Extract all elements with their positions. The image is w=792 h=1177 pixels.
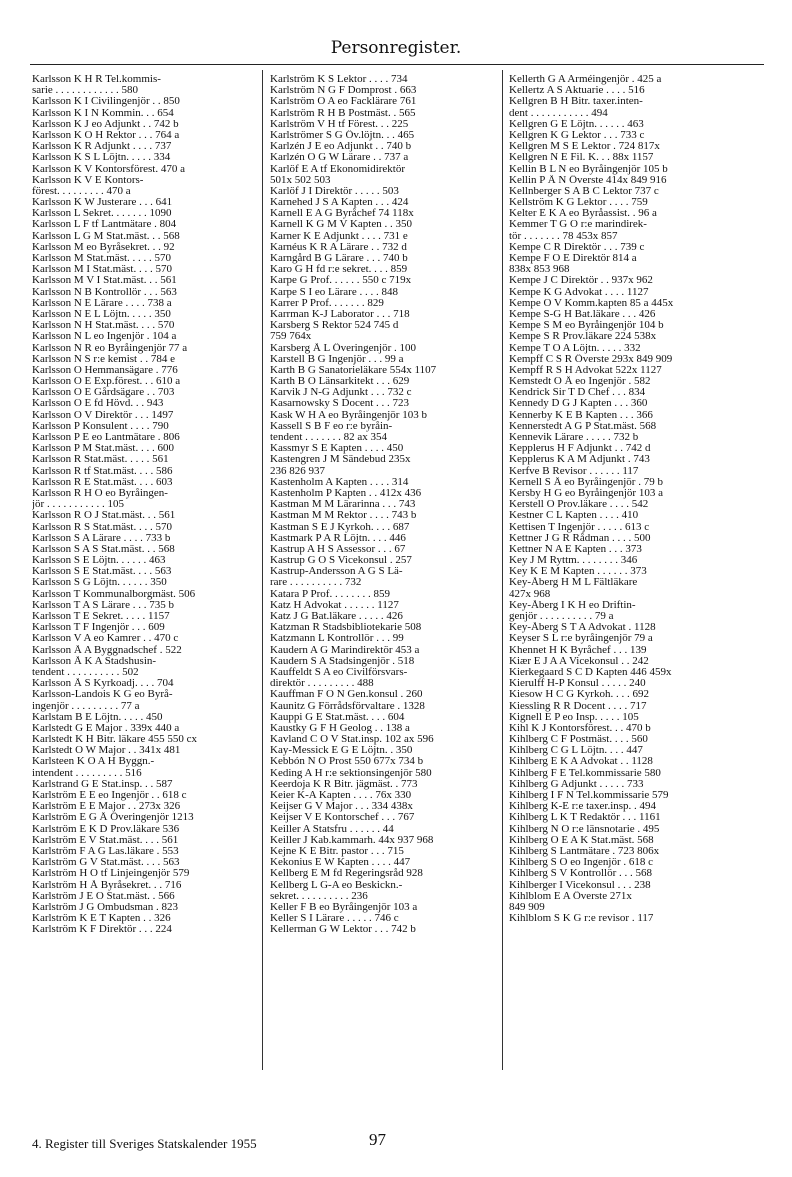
register-entry-line: Karlström H Å Byråsekret. . . 716 xyxy=(32,879,182,891)
register-entry-line: Karlsson K V Kontorsförest. 470 a xyxy=(32,163,185,175)
register-entry-line: Kellberg L G-A eo Beskickn.- xyxy=(270,879,403,891)
register-entry-line: Karlström K F Direktör . . . 224 xyxy=(32,924,172,936)
register-entry-line: Kepplerus H F Adjunkt . . 742 d xyxy=(509,443,651,455)
register-entry-line: Karlström G V Stat.mäst. . . . 563 xyxy=(32,857,180,869)
register-entry-line: Karsberg S Rektor 524 745 d xyxy=(270,320,399,332)
register-entry-line: Kelter E K A eo Byråassist. . 96 a xyxy=(509,208,657,220)
register-entry-line: Karlsson R S Stat.mäst. . . . 570 xyxy=(32,521,172,533)
register-entry-line: Khennet H K Byråchef . . . 139 xyxy=(509,644,647,656)
register-entry-line: Karlsson K J eo Adjunkt . . 742 b xyxy=(32,118,179,130)
register-entry-line: Keller F B eo Byråingenjör 103 a xyxy=(270,901,418,913)
register-entry-line: Karnell K G M V Kapten . . 350 xyxy=(270,219,412,231)
register-entry-line: Kiær E J A A Vicekonsul . . 242 xyxy=(509,655,649,667)
register-entry-line: Kiessling R R Docent . . . . 717 xyxy=(509,700,647,712)
register-entry-line: Karlsson T F Ingenjör . . . 609 xyxy=(32,622,165,634)
register-entry-line: Karlstrand G E Stat.insp. . . 587 xyxy=(32,778,173,790)
register-entry-line: Katz J G Bat.läkare . . . . . 426 xyxy=(270,611,403,622)
register-entry-line: intendent . . . . . . . . . 516 xyxy=(32,767,142,779)
register-entry-line: tör . . . . . . . 78 453x 857 xyxy=(509,230,618,242)
register-entry-line: Kempff C S R Överste 293x 849 909 xyxy=(509,353,673,365)
register-column-2 xyxy=(270,74,496,1074)
register-entry-line: Kempe F O E Direktör 814 a xyxy=(509,253,637,264)
register-entry-line: Karlsson S G Löjtn. . . . . . 350 xyxy=(32,577,167,589)
register-entry-line: Karlström V H tf Förest. . . 225 xyxy=(270,118,409,130)
register-entry-line: Kempe S R Prov.läkare 224 538x xyxy=(509,331,657,343)
register-entry-line: Karlsson K R Adjunkt . . . . 737 xyxy=(32,141,172,153)
register-entry-line: Kellgren N E Fil. K. . . 88x 1157 xyxy=(509,152,654,164)
register-entry-line: Karlsson R H O eo Byråingen- xyxy=(32,487,168,499)
register-entry-line: Keerdoja K R Bitr. jägmäst. . 773 xyxy=(270,778,418,790)
register-entry-line: Karlström K E T Kapten . . 326 xyxy=(32,913,171,925)
register-entry-line: Kastman M M Lärarinna . . . 743 xyxy=(270,499,416,511)
register-entry-line: sekret. . . . . . . . . . 236 xyxy=(270,890,368,902)
register-entry-line: Kihlberg K-E r:e taxer.insp. . 494 xyxy=(509,801,657,813)
register-entry-line: Keller S I Lärare . . . . . 746 c xyxy=(270,913,399,925)
register-entry-line: Key-Åberg H M L Fältläkare xyxy=(509,577,638,589)
register-entry-line: Kastmark P A R Löjtn. . . . 446 xyxy=(270,532,406,544)
register-entry-line: 759 764x xyxy=(270,331,312,343)
register-entry-line: Karlström E E eo Ingenjör . . 618 c xyxy=(32,790,187,801)
register-entry-line: Karlsson T A S Lärare . . . 735 b xyxy=(32,599,174,611)
register-entry-line: genjör . . . . . . . . . . 79 a xyxy=(509,611,614,622)
register-entry-line: Kempff R S H Advokat 522x 1127 xyxy=(509,364,662,376)
register-entry-line: Karlsson Å K A Stadshusin- xyxy=(32,655,157,667)
register-entry-line: Kaunitz G Förrådsförvaltare . 1328 xyxy=(270,700,425,712)
register-entry-line: Karlsson K W Justerare . . . 641 xyxy=(32,197,173,209)
register-entry-line: Karlsson-Landois K G eo Byrå- xyxy=(32,689,173,701)
register-entry-line: Karnéus K R A Lärare . . 732 d xyxy=(270,241,407,253)
register-entry-line: Kihlberg S Lantmätare . 723 806x xyxy=(509,845,660,857)
register-entry-line: Karlström N G F Domprost . 663 xyxy=(270,85,417,97)
register-entry-line: Karlöf E A tf Ekonomidirektör xyxy=(270,163,406,175)
register-entry-line: Karlstedt O W Major . . 341x 481 xyxy=(32,745,181,757)
register-entry-line: Katz H Advokat . . . . . . 1127 xyxy=(270,599,399,611)
register-entry-line: Kettisen T Ingenjör . . . . . 613 c xyxy=(509,521,650,533)
register-entry-line: Kihlberg C G L Löjtn. . . . 447 xyxy=(509,745,643,757)
register-entry-line: Kellström K G Lektor . . . . 759 xyxy=(509,197,648,209)
register-entry-line: Karlsson N L eo Ingenjör . 104 a xyxy=(32,331,177,343)
register-entry-line: Kauppi G E Stat.mäst. . . . 604 xyxy=(270,711,405,723)
register-entry-line: Karlsson M Stat.mäst. . . . . 570 xyxy=(32,253,172,264)
register-entry-line: Keijser V E Kontorschef . . . 767 xyxy=(270,812,415,824)
register-entry-line: Karlsson O V Direktör . . . 1497 xyxy=(32,409,174,421)
register-entry-line: Karlsson N E L Löjtn. . . . . 350 xyxy=(32,308,171,320)
register-entry-line: Karlsson L F tf Lantmätare . 804 xyxy=(32,219,177,231)
register-entry-line: Karlsson N S r:e kemist . . 784 e xyxy=(32,353,175,365)
register-entry-line: Keier K-A Kapten . . . . 76x 330 xyxy=(270,790,412,801)
register-entry-line: Key J M Ryttm. . . . . . . . 346 xyxy=(509,555,638,567)
register-entry-line: Kempe S-G H Bat.läkare . . . 426 xyxy=(509,308,656,320)
header-rule xyxy=(30,64,764,65)
register-entry-line: Karlsson N E Lärare . . . . 738 a xyxy=(32,297,172,309)
register-entry-line: Kastrup G O S Vicekonsul . 257 xyxy=(270,555,412,567)
register-entry-line: Kihlberg S V Kontrollör . . . 568 xyxy=(509,868,653,880)
register-entry-line: Karlsson K I Civilingenjör . . 850 xyxy=(32,96,180,108)
register-entry-line: Kihlberg N O r:e länsnotarie . 495 xyxy=(509,823,660,835)
register-entry-line: Kennerstedt A G P Stat.mäst. 568 xyxy=(509,420,657,432)
register-entry-line: Kempe O V Komm.kapten 85 a 445x xyxy=(509,297,674,309)
register-entry-line: Kihlberg G Adjunkt . . . . . 733 xyxy=(509,778,644,790)
register-entry-line: Karlsson R O J Stat.mäst. . . 561 xyxy=(32,510,176,522)
register-entry-line: Karlsson K I N Kommin. . . 654 xyxy=(32,107,174,119)
register-entry-line: Kihlblom E A Överste 271x xyxy=(509,890,632,902)
register-entry-line: Karlströmer S G Öv.löjtn. . . 465 xyxy=(270,129,415,141)
register-entry-line: Keding A H r:e sektionsingenjör 580 xyxy=(270,767,432,779)
register-entry-line: Karsberg Å L Överingenjör . 100 xyxy=(270,342,417,354)
register-entry-line: Karlsson N B Kontrollör . . . 563 xyxy=(32,286,177,298)
register-entry-line: Kiesow H C G Kyrkoh. . . . 692 xyxy=(509,689,649,701)
register-entry-line: Karlsson S E Stat.mäst. . . . 563 xyxy=(32,566,172,578)
register-entry-line: Kellerth G A Arméingenjör . 425 a xyxy=(509,74,662,85)
register-entry-line: Karlsson S A Lärare . . . . 733 b xyxy=(32,532,171,544)
register-entry-line: Kellgren B H Bitr. taxer.inten- xyxy=(509,96,643,108)
register-entry-line: Kignell E P eo Insp. . . . . 105 xyxy=(509,711,639,723)
register-entry-line: Kernell S Å eo Byråingenjör . 79 b xyxy=(509,476,663,488)
register-entry-line: 427x 968 xyxy=(509,588,551,600)
register-entry-line: Karlsson R tf Stat.mäst. . . . 586 xyxy=(32,465,173,477)
register-entry-line: Kauffman F O N Gen.konsul . 260 xyxy=(270,689,423,701)
register-entry-line: Kihl K J Kontorsförest. . . 470 b xyxy=(509,722,651,734)
page-title: Personregister. xyxy=(330,38,462,58)
register-entry-line: Kihlberg S O eo Ingenjör . 618 c xyxy=(509,857,653,869)
register-column-3 xyxy=(509,74,735,1074)
register-entry-line: Kask W H A eo Byråingenjör 103 b xyxy=(270,409,427,421)
register-entry-line: Karpe S I eo Lärare . . . . 848 xyxy=(270,286,398,298)
register-entry-line: Keiller A Statsfru . . . . . . 44 xyxy=(270,823,394,835)
register-entry-line: Karlstedt G E Major . 339x 440 a xyxy=(32,722,180,734)
register-entry-line: Karlsson P M Stat.mäst. . . . 600 xyxy=(32,443,174,455)
register-entry-line: Kekonius E W Kapten . . . . 447 xyxy=(270,857,411,869)
register-entry-line: Karvik J N-G Adjunkt . . . 732 c xyxy=(270,387,412,399)
register-entry-line: Kebbón N O Prost 550 677x 734 b xyxy=(270,756,424,768)
register-entry-line: Kellnberger S A B C Lektor 737 c xyxy=(509,185,659,197)
register-entry-line: Kerfve B Revisor . . . . . . 117 xyxy=(509,465,639,477)
register-entry-line: Kellgren M S E Lektor . 724 817x xyxy=(509,141,660,153)
register-entry-line: Karngård B G Lärare . . . 740 b xyxy=(270,253,408,264)
register-entry-line: förest. . . . . . . . . 470 a xyxy=(32,185,131,197)
register-entry-line: Karnehed J S A Kapten . . . 424 xyxy=(270,197,409,209)
register-entry-line: Karth B O Länsarkitekt . . . 629 xyxy=(270,376,410,388)
register-entry-line: Karlsson L Sekret. . . . . . . 1090 xyxy=(32,208,172,220)
register-entry-line: Karlzén O G W Lärare . . 737 a xyxy=(270,152,409,164)
register-entry-line: Kastman M M Rektor . . . . 743 b xyxy=(270,510,417,522)
register-entry-line: Keijser G V Major . . . 334 438x xyxy=(270,801,413,813)
register-entry-line: Kihlberg E K A Advokat . . 1128 xyxy=(509,756,653,768)
register-entry-line: Keiller J Kab.kammarh. 44x 937 968 xyxy=(270,834,434,846)
register-entry-line: Kihlberg C F Postmäst. . . . 560 xyxy=(509,734,648,746)
register-entry-line: Karlsson N H Stat.mäst. . . . 570 xyxy=(32,320,175,332)
register-entry-line: dent . . . . . . . . . . . 494 xyxy=(509,107,608,119)
register-entry-line: Kierkegaard S C D Kapten 446 459x xyxy=(509,666,672,678)
register-entry-line: Karlström R H B Postmäst. . 565 xyxy=(270,107,416,119)
register-entry-line: Key K E M Kapten . . . . . . 373 xyxy=(509,566,647,578)
register-entry-line: Karlsson T E Sekret. . . . . 1157 xyxy=(32,611,170,622)
register-entry-line: Karlström F A G Las.läkare . 553 xyxy=(32,845,179,857)
register-entry-line: Karlsson O E fd Hövd. . . 943 xyxy=(32,398,164,410)
register-entry-line: Karlsson K O H Rektor . . . 764 a xyxy=(32,129,180,141)
register-entry-line: Karlsson R E Stat.mäst. . . . 603 xyxy=(32,476,173,488)
register-entry-line: Karrer P Prof. . . . . . . 829 xyxy=(270,297,384,309)
register-entry-line: Karlsson S A S Stat.mäst. . . 568 xyxy=(32,543,175,555)
register-entry-line: Kerstell O Prov.läkare . . . . 542 xyxy=(509,499,649,511)
register-entry-line: Karlsson N R eo Byråingenjör 77 a xyxy=(32,342,188,354)
register-entry-line: Kettner J G R Rådman . . . . 500 xyxy=(509,532,651,544)
register-entry-line: Kastengren J M Sändebud 235x xyxy=(270,454,411,466)
register-entry-line: Karlsson O E Gårdsägare . . 703 xyxy=(32,387,175,399)
register-entry-line: jör . . . . . . . . . . . 105 xyxy=(32,499,124,511)
register-entry-line: Karlsson V A eo Kamrer . . 470 c xyxy=(32,633,179,645)
register-entry-line: Karlström K S Lektor . . . . 734 xyxy=(270,74,408,85)
register-entry-line: Karlsson M eo Byråsekret. . . 92 xyxy=(32,241,175,253)
register-entry-line: tendent . . . . . . . . . . 502 xyxy=(32,666,139,678)
register-entry-line: Kaudern A G Marindirektör 453 a xyxy=(270,644,420,656)
register-entry-line: Kassmyr S E Kapten . . . . 450 xyxy=(270,443,404,455)
register-entry-line: Kempe S M eo Byråingenjör 104 b xyxy=(509,320,664,332)
register-entry-line: Kempe T O A Löjtn. . . . . 332 xyxy=(509,342,641,354)
register-entry-line: Karlsson M I Stat.mäst. . . . 570 xyxy=(32,264,172,276)
register-entry-line: Karlsson Å S Kyrkoadj. . . . 704 xyxy=(32,678,174,690)
register-entry-line: Kempe C R Direktör . . . 739 c xyxy=(509,241,645,253)
register-entry-line: Kaudern S A Stadsingenjör . 518 xyxy=(270,655,415,667)
register-entry-line: Kauffeldt S A eo Civilförsvars- xyxy=(270,666,408,678)
register-entry-line: Karlsson K H R Tel.kommis- xyxy=(32,74,161,85)
register-entry-line: tendent . . . . . . . 82 ax 354 xyxy=(270,432,388,443)
register-entry-line: Katara P Prof. . . . . . . . 859 xyxy=(270,588,390,600)
register-entry-line: Key-Åberg I K H eo Driftin- xyxy=(509,599,636,611)
register-entry-line: Kastman S E J Kyrkoh. . . . 687 xyxy=(270,521,410,533)
register-entry-line: Karlstedt K H Bitr. läkare 455 550 cx xyxy=(32,734,197,746)
register-entry-line: Karlström J E O Stat.mäst. . 566 xyxy=(32,890,175,902)
register-entry-line: Kihlberg I F N Tel.kommissarie 579 xyxy=(509,790,669,801)
register-entry-line: Kassell S B F eo r:e byråin- xyxy=(270,420,393,432)
register-entry-line: Kennerby K E B Kapten . . . 366 xyxy=(509,409,653,421)
register-entry-line: Karlsson O E Exp.förest. . . 610 a xyxy=(32,376,181,388)
register-entry-line: Kastrup-Andersson A G S Lä- xyxy=(270,566,403,578)
register-column-1 xyxy=(32,74,256,1074)
column-divider xyxy=(262,70,263,1070)
register-entry-line: Kemmer T G O r:e marindirek- xyxy=(509,219,647,231)
register-entry-line: Karpe G Prof. . . . . . 550 c 719x xyxy=(270,275,412,287)
register-entry-line: 236 826 937 xyxy=(270,465,325,477)
register-entry-line: Katzman R Stadsbibliotekarie 508 xyxy=(270,622,422,634)
register-entry-line: Karlöf J I Direktör . . . . . 503 xyxy=(270,185,399,197)
register-entry-line: Karlström E G Å Överingenjör 1213 xyxy=(32,812,194,824)
register-entry-line: Kersby H G eo Byråingenjör 103 a xyxy=(509,487,663,499)
column-divider xyxy=(502,70,503,1070)
register-entry-line: Karlsson Å A Byggnadschef . 522 xyxy=(32,644,182,656)
register-entry-line: Kasarnowsky S Docent . . . 723 xyxy=(270,398,410,410)
register-entry-line: Karnell E A G Byråchef 74 118x xyxy=(270,208,414,220)
register-entry-line: Karo G H fd r:e sekret. . . . 859 xyxy=(270,264,408,276)
register-entry-line: Karlsteen K O A H Byggn.- xyxy=(32,756,155,768)
register-entry-line: Karlström E V Stat.mäst. . . . 561 xyxy=(32,834,179,846)
register-entry-line: Kihlberger I Vicekonsul . . . 238 xyxy=(509,879,651,891)
page-number: 97 xyxy=(369,1130,386,1149)
register-entry-line: Kettner N A E Kapten . . . 373 xyxy=(509,543,642,555)
register-entry-line: Karstell B G Ingenjör . . . 99 a xyxy=(270,353,404,365)
register-entry-line: Kemstedt O Å eo Ingenjör . 582 xyxy=(509,376,651,388)
register-entry-line: Karlström O A eo Facklärare 761 xyxy=(270,96,417,108)
page-footer xyxy=(32,1130,762,1150)
register-entry-line: Katzmann L Kontrollör . . . 99 xyxy=(270,633,404,645)
register-entry-line: Karlsson S E Löjtn. . . . . . 463 xyxy=(32,555,166,567)
register-entry-line: 849 909 xyxy=(509,901,545,913)
register-entry-line: Karlzén J E eo Adjunkt . . 740 b xyxy=(270,141,412,153)
register-entry-line: Kay-Messick E G E Löjtn. . 350 xyxy=(270,745,413,757)
register-entry-line: Kihlberg L K T Redaktör . . . 1161 xyxy=(509,812,661,824)
register-entry-line: Kierulff H-P Konsul . . . . . 240 xyxy=(509,678,646,690)
register-entry-line: Karlsson K S L Löjtn. . . . . 334 xyxy=(32,152,171,164)
register-entry-line: Karlström E E Major . . 273x 326 xyxy=(32,801,181,813)
register-entry-line: Kempe J C Direktör . . 937x 962 xyxy=(509,275,653,287)
register-entry-line: Karlsson R Stat.mäst. . . . . 561 xyxy=(32,454,169,466)
register-entry-line: Kavland C O V Stat.insp. 102 ax 596 xyxy=(270,734,434,746)
register-entry-line: sarie . . . . . . . . . . . . 580 xyxy=(32,85,139,97)
register-entry-line: Karlström H O tf Linjeingenjör 579 xyxy=(32,868,190,880)
register-entry-line: Kellin B L N eo Byråingenjör 105 b xyxy=(509,163,668,175)
register-entry-line: Kastenholm P Kapten . . 412x 436 xyxy=(270,487,422,499)
register-entry-line: Kellgren K G Lektor . . . 733 c xyxy=(509,129,645,141)
register-entry-line: ingenjör . . . . . . . . . 77 a xyxy=(32,700,140,712)
register-entry-line: Keyser S L r:e byråingenjör 79 a xyxy=(509,633,653,645)
register-entry-line: Key-Åberg S T A Advokat . 1128 xyxy=(509,622,656,634)
register-entry-line: 501x 502 503 xyxy=(270,174,331,186)
register-entry-line: Karlsson T Kommunalborgmäst. 506 xyxy=(32,588,196,600)
register-entry-line: Karlsson K V E Kontors- xyxy=(32,174,144,186)
register-entry-line: Kihlberg F E Tel.kommissarie 580 xyxy=(509,767,661,779)
register-entry-line: Kejne K E Bitr. pastor . . . 715 xyxy=(270,845,404,857)
register-entry-line: Kastrup A H S Assessor . . . 67 xyxy=(270,543,406,555)
register-entry-line: Kestner C L Kapten . . . . 410 xyxy=(509,510,639,522)
register-entry-line: Kempe K G Advokat . . . . 1127 xyxy=(509,286,649,298)
register-entry-line: Karlsson P Konsulent . . . . 790 xyxy=(32,420,169,432)
register-entry-line: Kastenholm A Kapten . . . . 314 xyxy=(270,476,409,488)
register-entry-line: rare . . . . . . . . . . 732 xyxy=(270,577,362,589)
register-entry-line: Kennevik Lärare . . . . . 732 b xyxy=(509,432,639,443)
register-entry-line: 838x 853 968 xyxy=(509,264,570,276)
register-entry-line: Karlsson L G M Stat.mäst. . . 568 xyxy=(32,230,180,242)
register-entry-line: Kellertz A S Aktuarie . . . . 516 xyxy=(509,85,645,97)
register-entry-line: Kennedy D G J Kapten . . . 360 xyxy=(509,398,648,410)
register-entry-line: Kellgren G E Löjtn. . . . . . 463 xyxy=(509,118,644,130)
register-entry-line: Karlsson P E eo Lantmätare . 806 xyxy=(32,432,180,443)
register-entry-line: Karth B G Sanatorieläkare 554x 1107 xyxy=(270,364,437,376)
register-entry-line: Karlstam B E Löjtn. . . . . 450 xyxy=(32,711,163,723)
register-entry-line: Kihlberg O E A K Stat.mäst. 568 xyxy=(509,834,654,846)
register-entry-line: Kellberg E M fd Regeringsråd 928 xyxy=(270,868,423,880)
register-entry-line: Kepplerus K A M Adjunkt . 743 xyxy=(509,454,650,466)
register-entry-line: Karner K E Adjunkt . . . . 731 e xyxy=(270,230,408,242)
register-entry-line: Kellin P Å N Överste 414x 849 916 xyxy=(509,174,667,186)
register-entry-line: Karrman K-J Laborator . . . 718 xyxy=(270,308,410,320)
register-entry-line: Karlsson O Hemmansägare . 776 xyxy=(32,364,178,376)
register-entry-line: Karlström E K D Prov.läkare 536 xyxy=(32,823,180,835)
register-entry-line: Kihlblom S K G r:e revisor . 117 xyxy=(509,913,654,925)
register-entry-line: Karlström J G Ombudsman . 823 xyxy=(32,901,179,913)
register-entry-line: Kendrick Sir T D Chef . . . 834 xyxy=(509,387,646,399)
register-entry-line: Kaustky G F H Geolog . . 138 a xyxy=(270,722,410,734)
register-entry-line: Kellerman G W Lektor . . . 742 b xyxy=(270,924,416,936)
footer-text: 4. Register till Sveriges Statskalender 1955 xyxy=(32,1136,257,1151)
register-entry-line: direktör . . . . . . . . . 488 xyxy=(270,678,374,690)
register-entry-line: Karlsson M V I Stat.mäst. . . 561 xyxy=(32,275,177,287)
